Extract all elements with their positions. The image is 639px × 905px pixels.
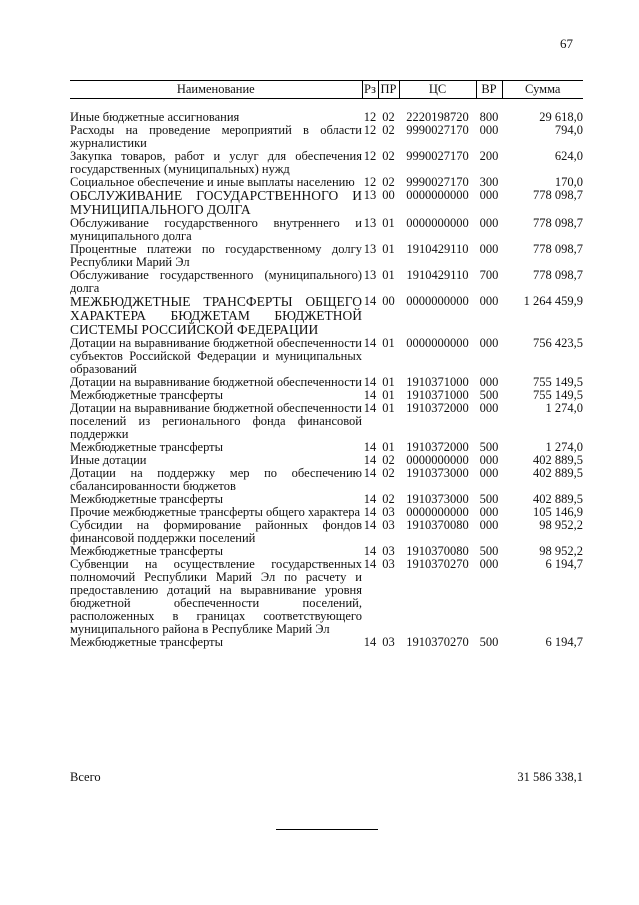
row-rz: 13 bbox=[363, 242, 377, 256]
header-sum: Сумма bbox=[502, 81, 583, 99]
row-name: Закупка товаров, работ и услуг для обеспечения государственных (муниципальных) нужд bbox=[70, 149, 362, 176]
row-cs: 1910371000 bbox=[406, 375, 469, 389]
row-pr: 00 bbox=[382, 188, 395, 202]
table-row bbox=[70, 441, 583, 454]
table-row bbox=[70, 519, 583, 545]
row-cs: 0000000000 bbox=[406, 294, 469, 308]
row-vr: 000 bbox=[479, 453, 499, 467]
row-name: Иные дотации bbox=[70, 453, 147, 467]
row-pr: 01 bbox=[382, 375, 395, 389]
row-vr: 000 bbox=[479, 401, 499, 415]
row-vr: 000 bbox=[479, 188, 499, 202]
row-cs: 1910370080 bbox=[406, 544, 469, 558]
row-sum: 778 098,7 bbox=[533, 216, 583, 230]
row-pr: 02 bbox=[382, 492, 395, 506]
footer-divider bbox=[276, 829, 378, 830]
row-cs: 1910372000 bbox=[406, 401, 469, 415]
row-name: Межбюджетные трансферты bbox=[70, 440, 224, 454]
row-cs: 0000000000 bbox=[406, 188, 469, 202]
row-sum: 756 423,5 bbox=[533, 336, 583, 350]
row-sum: 778 098,7 bbox=[533, 242, 583, 256]
row-rz: 13 bbox=[363, 188, 377, 202]
row-cs: 9990027170 bbox=[406, 123, 469, 137]
row-rz: 14 bbox=[363, 294, 377, 308]
row-name: Дотации на выравнивание бюджетной обеспеченности bbox=[70, 375, 362, 389]
row-cs: 1910429110 bbox=[406, 242, 469, 256]
row-name: Межбюджетные трансферты bbox=[70, 544, 224, 558]
row-cs: 0000000000 bbox=[406, 216, 469, 230]
table-row bbox=[70, 124, 583, 150]
row-sum: 402 889,5 bbox=[533, 453, 583, 467]
row-sum: 170,0 bbox=[554, 175, 583, 189]
row-rz: 14 bbox=[363, 375, 377, 389]
row-rz: 13 bbox=[363, 216, 377, 230]
row-rz: 12 bbox=[363, 123, 377, 137]
row-vr: 000 bbox=[479, 336, 499, 350]
row-sum: 29 618,0 bbox=[539, 110, 583, 124]
row-name: Межбюджетные трансферты bbox=[70, 635, 224, 649]
row-vr: 500 bbox=[479, 544, 499, 558]
row-vr: 000 bbox=[479, 216, 499, 230]
row-name: Прочие межбюджетные трансферты общего характера bbox=[70, 505, 361, 519]
row-pr: 03 bbox=[382, 505, 395, 519]
table-row bbox=[70, 217, 583, 243]
row-cs: 2220198720 bbox=[406, 110, 469, 124]
row-name: Субсидии на формирование районных фондов финансовой поддержки поселений bbox=[70, 518, 362, 545]
row-vr: 500 bbox=[479, 635, 499, 649]
row-pr: 02 bbox=[382, 466, 395, 480]
row-cs: 1910372000 bbox=[406, 440, 469, 454]
row-sum: 1 274,0 bbox=[545, 401, 583, 415]
table-row bbox=[70, 150, 583, 176]
row-rz: 13 bbox=[363, 268, 377, 282]
row-name: ОБСЛУЖИВАНИЕ ГОСУДАРСТВЕННОГО И МУНИЦИПАЛЬНОГО ДОЛГА bbox=[70, 188, 362, 217]
row-sum: 6 194,7 bbox=[545, 635, 583, 649]
row-vr: 000 bbox=[479, 466, 499, 480]
row-pr: 03 bbox=[382, 544, 395, 558]
row-vr: 000 bbox=[479, 375, 499, 389]
row-name: Субвенции на осуществление государственных полномочий Республики Марий Эл по расчету и предоставлению дотаций на выравнивание уровня бюджетной обеспеченности поселений, расположенных в границах соответствующего муниципального района в Республике Марий Эл bbox=[70, 557, 362, 636]
table-row bbox=[70, 467, 583, 493]
row-rz: 14 bbox=[363, 401, 377, 415]
row-cs: 1910370270 bbox=[406, 635, 469, 649]
table-header-row bbox=[70, 81, 583, 99]
row-name: Межбюджетные трансферты bbox=[70, 388, 224, 402]
row-pr: 02 bbox=[382, 110, 395, 124]
row-name: Обслуживание государственного внутреннего и муниципального долга bbox=[70, 216, 362, 243]
row-pr: 02 bbox=[382, 175, 395, 189]
row-cs: 0000000000 bbox=[406, 336, 469, 350]
table-row bbox=[70, 243, 583, 269]
row-pr: 02 bbox=[382, 149, 395, 163]
row-rz: 14 bbox=[363, 505, 377, 519]
row-sum: 755 149,5 bbox=[533, 388, 583, 402]
row-vr: 800 bbox=[479, 110, 499, 124]
row-cs: 1910371000 bbox=[406, 388, 469, 402]
header-cs: ЦС bbox=[399, 81, 476, 99]
table-row bbox=[70, 402, 583, 441]
header-pr: ПР bbox=[378, 81, 399, 99]
row-cs: 1910370080 bbox=[406, 518, 469, 532]
row-pr: 01 bbox=[382, 401, 395, 415]
row-name: Процентные платежи по государственному долгу Республики Марий Эл bbox=[70, 242, 362, 269]
row-sum: 755 149,5 bbox=[533, 375, 583, 389]
table-row bbox=[70, 269, 583, 295]
row-vr: 500 bbox=[479, 440, 499, 454]
row-rz: 12 bbox=[363, 175, 377, 189]
row-vr: 700 bbox=[479, 268, 499, 282]
row-sum: 105 146,9 bbox=[533, 505, 583, 519]
row-pr: 01 bbox=[382, 336, 395, 350]
row-name: Дотации на поддержку мер по обеспечению сбалансированности бюджетов bbox=[70, 466, 362, 493]
row-vr: 500 bbox=[479, 492, 499, 506]
row-sum: 1 274,0 bbox=[545, 440, 583, 454]
row-vr: 000 bbox=[479, 123, 499, 137]
row-pr: 03 bbox=[382, 557, 395, 571]
row-pr: 01 bbox=[382, 388, 395, 402]
row-rz: 14 bbox=[363, 544, 377, 558]
row-pr: 03 bbox=[382, 518, 395, 532]
row-vr: 000 bbox=[479, 557, 499, 571]
row-sum: 98 952,2 bbox=[539, 544, 583, 558]
row-name: Социальное обеспечение и иные выплаты населению bbox=[70, 175, 355, 189]
row-name: Межбюджетные трансферты bbox=[70, 492, 224, 506]
row-cs: 1910373000 bbox=[406, 466, 469, 480]
header-vr: ВР bbox=[476, 81, 502, 99]
table-body bbox=[70, 99, 583, 650]
total-sum: 31 586 338,1 bbox=[517, 770, 583, 784]
row-sum: 624,0 bbox=[554, 149, 583, 163]
row-pr: 01 bbox=[382, 268, 395, 282]
page-number: 67 bbox=[560, 36, 573, 51]
row-pr: 03 bbox=[382, 635, 395, 649]
header-name: Наименование bbox=[70, 81, 362, 99]
row-vr: 000 bbox=[479, 518, 499, 532]
total-label: Всего bbox=[70, 770, 101, 784]
row-name: Дотации на выравнивание бюджетной обеспеченности поселений из регионального фонда финансовой поддержки bbox=[70, 401, 362, 441]
row-sum: 402 889,5 bbox=[533, 466, 583, 480]
row-sum: 778 098,7 bbox=[533, 268, 583, 282]
row-pr: 02 bbox=[382, 453, 395, 467]
row-name: Дотации на выравнивание бюджетной обеспеченности субъектов Российской Федерации и муниципальных образований bbox=[70, 336, 362, 376]
row-vr: 200 bbox=[479, 149, 499, 163]
row-rz: 14 bbox=[363, 635, 377, 649]
row-rz: 14 bbox=[363, 557, 377, 571]
row-pr: 01 bbox=[382, 242, 395, 256]
row-sum: 402 889,5 bbox=[533, 492, 583, 506]
row-rz: 12 bbox=[363, 149, 377, 163]
table-row bbox=[70, 337, 583, 376]
row-name: Обслуживание государственного (муниципального) долга bbox=[70, 268, 362, 295]
row-pr: 00 bbox=[382, 294, 395, 308]
row-rz: 14 bbox=[363, 492, 377, 506]
table-row bbox=[70, 189, 583, 217]
row-rz: 12 bbox=[363, 110, 377, 124]
row-pr: 01 bbox=[382, 440, 395, 454]
row-vr: 000 bbox=[479, 294, 499, 308]
row-cs: 0000000000 bbox=[406, 505, 469, 519]
row-rz: 14 bbox=[363, 518, 377, 532]
budget-table bbox=[70, 80, 583, 649]
row-cs: 9990027170 bbox=[406, 175, 469, 189]
row-cs: 1910429110 bbox=[406, 268, 469, 282]
row-name: Иные бюджетные ассигнования bbox=[70, 110, 240, 124]
row-rz: 14 bbox=[363, 453, 377, 467]
row-vr: 300 bbox=[479, 175, 499, 189]
row-name: МЕЖБЮДЖЕТНЫЕ ТРАНСФЕРТЫ ОБЩЕГО ХАРАКТЕРА БЮДЖЕТАМ БЮДЖЕТНОЙ СИСТЕМЫ РОССИЙСКОЙ ФЕДЕРАЦИИ bbox=[70, 294, 362, 337]
row-name: Расходы на проведение мероприятий в области журналистики bbox=[70, 123, 362, 150]
table-row bbox=[70, 295, 583, 337]
row-rz: 14 bbox=[363, 388, 377, 402]
row-rz: 14 bbox=[363, 466, 377, 480]
row-sum: 1 264 459,9 bbox=[523, 294, 583, 308]
table-row bbox=[70, 558, 583, 636]
row-cs: 9990027170 bbox=[406, 149, 469, 163]
header-rz: Рз bbox=[362, 81, 378, 99]
row-rz: 14 bbox=[363, 440, 377, 454]
row-vr: 000 bbox=[479, 505, 499, 519]
row-rz: 14 bbox=[363, 336, 377, 350]
row-vr: 500 bbox=[479, 388, 499, 402]
row-sum: 6 194,7 bbox=[545, 557, 583, 571]
table-row bbox=[70, 636, 583, 649]
row-cs: 1910370270 bbox=[406, 557, 469, 571]
row-sum: 98 952,2 bbox=[539, 518, 583, 532]
row-pr: 01 bbox=[382, 216, 395, 230]
row-cs: 1910373000 bbox=[406, 492, 469, 506]
row-cs: 0000000000 bbox=[406, 453, 469, 467]
row-vr: 000 bbox=[479, 242, 499, 256]
row-pr: 02 bbox=[382, 123, 395, 137]
row-sum: 794,0 bbox=[554, 123, 583, 137]
row-sum: 778 098,7 bbox=[533, 188, 583, 202]
